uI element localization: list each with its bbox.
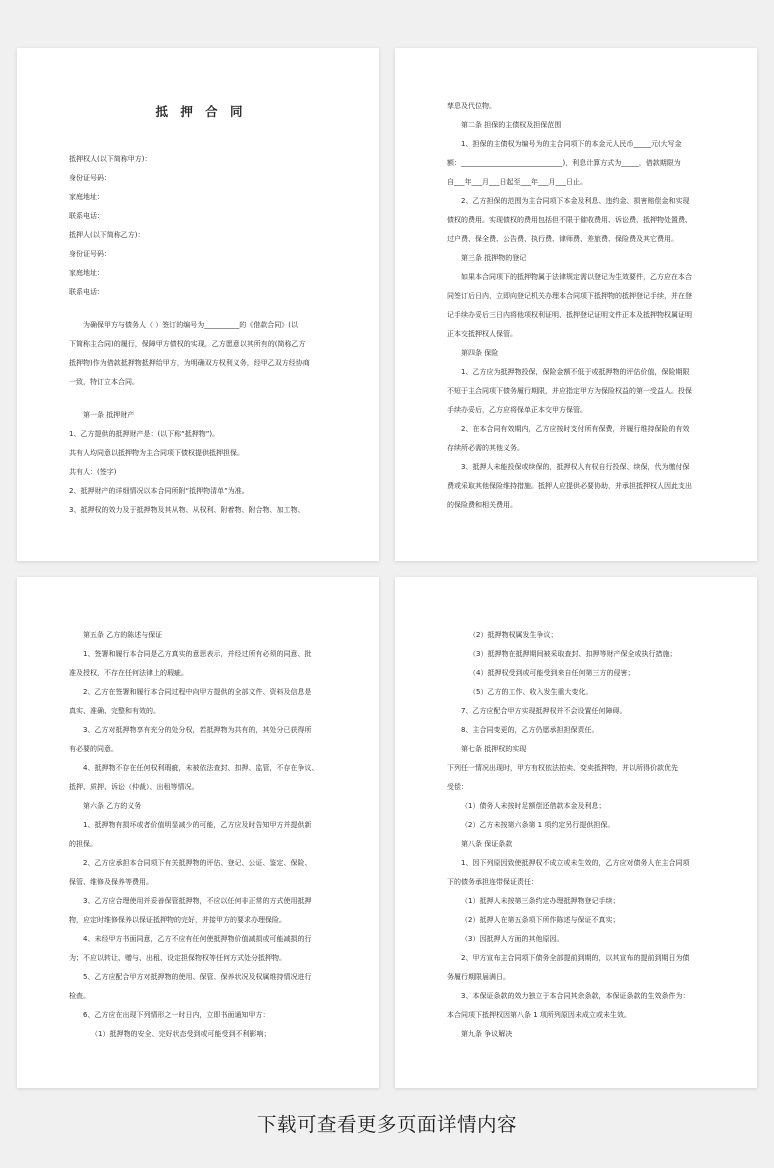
text-line: 2、乙方在签署和履行本合同过程中向甲方提供的全部文件、资料及信息是	[83, 688, 312, 696]
text-line: 下简称主合同)的履行，保障甲方债权的实现，乙方愿意以其所有的(简称乙方	[69, 340, 306, 348]
text-line: 正本交抵押权人保管。	[447, 330, 517, 338]
text-line: 家庭地址：	[69, 269, 104, 277]
list-item: （3）抵押物在抵押期间被采取查封、扣押等财产保全或执行措施；	[469, 650, 677, 658]
text-line: 抵押物)作为借款抵押物抵押给甲方，为明确双方权利义务，经甲乙双方经协商	[69, 359, 310, 367]
text-line: 务履行期限届满日。	[447, 973, 510, 981]
list-item: （1）抵押人未按第三条约定办理抵押物登记手续；	[461, 897, 620, 905]
text-line: 下列任一情况出现时，甲方有权依法拍卖、变卖抵押物，并以所得价款优先	[447, 764, 678, 772]
spacer	[69, 392, 333, 406]
text-line: 共有人均同意以抵押物为主合同项下债权提供抵押担保。	[69, 449, 244, 457]
text-line: 抵押人(以下简称乙方)：	[69, 231, 145, 239]
list-item: （2）抵押人在第五条项下所作陈述与保证不真实；	[461, 916, 620, 924]
text-line: 如果本合同项下的抵押物属于法律规定需以登记为生效要件，乙方应在本合	[461, 273, 692, 281]
text-line: 身份证号码：	[69, 250, 111, 258]
page-1-content	[69, 102, 333, 520]
text-line: 2、抵押财产的详细情况以本合同所附“抵押物清单”为准。	[69, 487, 249, 495]
page-3-content	[69, 626, 333, 1044]
text-line: 孳息及代位物。	[447, 102, 496, 110]
text-line: 3、乙方对抵押物享有充分的处分权，若抵押物为共有的，其处分已获得所	[83, 726, 312, 734]
text-line: 记手续办妥后三日内将他项权利证明、抵押登记证明文件正本及抵押物权属证明	[447, 311, 692, 319]
text-line: 3、本保证条款的效力独立于本合同其余条款，本保证条款的生效条件为：	[461, 992, 690, 1000]
text-line: 不短于主合同项下债务履行期限，并应指定甲方为保险权益的第一受益人。投保	[447, 387, 692, 395]
text-line: 真实、准确、完整和有效的。	[69, 707, 160, 715]
page-4-content	[447, 626, 711, 1044]
text-line: 为；不应以转让、赠与、出租、设定担保物权等任何方式处分抵押物。	[69, 954, 286, 962]
text-line: 6、乙方应在出现下列情形之一时日内，立即书面通知甲方：	[83, 1011, 270, 1019]
text-line: 过户费、保全费、公告费、执行费、律师费、差旅费、保险费及其它费用。	[447, 235, 678, 243]
text-line: 联系电话：	[69, 212, 104, 220]
text-line: 3、抵押人未能投保或续保的，抵押权人有权自行投保、续保，代为缴付保	[461, 463, 690, 471]
section-heading: 第五条 乙方的陈述与保证	[83, 631, 163, 639]
text-line: 共有人：(签字)	[69, 468, 117, 476]
text-line: 检查。	[69, 992, 90, 1000]
text-line: 受偿：	[447, 783, 468, 791]
text-line: 2、乙方担保的范围为主合同项下本金及利息、违约金、损害赔偿金和实现	[461, 197, 690, 205]
section-heading: 第二条 担保的主债权及担保范围	[461, 121, 562, 129]
text-line: 2、乙方应承担本合同项下有关抵押物的评估、登记、公证、鉴定、保险、	[83, 859, 312, 867]
text-line: 额：_____________________________)，利息计算方式为_____，借款期限为	[447, 159, 681, 167]
section-heading: 第八条 保证条款	[461, 840, 513, 848]
text-line: 存续所必需的其他义务。	[447, 444, 524, 452]
text-line: 1、乙方提供的抵押财产是：(以下称“抵押物”)。	[69, 430, 220, 438]
text-line: 1、抵押物有损坏或者价值明显减少的可能，乙方应及时告知甲方并提供新	[83, 821, 312, 829]
text-line: 7、乙方应配合甲方实现抵押权并不会设置任何障碍。	[461, 707, 627, 715]
text-line: 费或采取其他保险维持措施。抵押人应提供必要协助，并承担抵押权人因此支出	[447, 482, 692, 490]
text-line: 5、乙方应配合甲方对抵押物的使用、保管、保养状况及权属维持情况进行	[83, 973, 312, 981]
section-heading: 第三条 抵押物的登记	[461, 254, 527, 262]
text-line: 2、甲方宣布主合同项下债务全部提前到期的，以其宣布的提前到期日为债	[461, 954, 690, 962]
text-line: 物，应定时维修保养以保证抵押物的完好，并接甲方的要求办理保险。	[69, 916, 286, 924]
document-page-2	[395, 48, 757, 561]
text-line: 4、未经甲方书面同意，乙方不应有任何使抵押物价值减损或可能减损的行	[83, 935, 312, 943]
text-line: 的保险费和相关费用。	[447, 501, 517, 509]
text-line: 抵押权人(以下简称甲方)：	[69, 155, 152, 163]
section-heading: 第九条 争议解决	[461, 1030, 513, 1038]
text-line: 准及授权，不存在任何法律上的瑕疵。	[69, 669, 188, 677]
text-line: 保管、维修及保养等费用。	[69, 878, 153, 886]
document-page-1	[17, 48, 379, 561]
list-item: （2）抵押物权属发生争议；	[469, 631, 558, 639]
spacer	[69, 302, 333, 316]
text-line: 1、乙方应为抵押物投保，保险金额不低于或抵押物的评估价值，保险期限	[461, 368, 690, 376]
text-line: 的担保。	[69, 840, 97, 848]
page-2-content	[447, 97, 711, 515]
text-line: 一致，特订立本合同。	[69, 378, 139, 386]
text-line: 本合同项下抵押权因第八条 1 项所列原因未成立或未生效。	[447, 1011, 631, 1019]
text-line: 4、抵押物不存在任何权利瑕疵，未被依法查封、扣押、监管，不存在争议、	[83, 764, 319, 772]
text-line: 1、因下列原因致使抵押权不成立或未生效的，乙方应对债务人在主合同项	[461, 859, 690, 867]
download-more-caption: 下载可查看更多页面详情内容	[256, 1113, 517, 1136]
section-heading: 第一条 抵押财产	[83, 411, 135, 419]
text-line: 3、乙方应合理使用并妥善保管抵押物，不应以任何非正常的方式使用抵押	[83, 897, 312, 905]
text-line: 债权的费用。实现债权的费用包括但不限于催收费用、诉讼费、抵押物处置费、	[447, 216, 692, 224]
text-line: 手续办妥后，乙方应将保单正本交甲方保管。	[447, 406, 587, 414]
document-page-4	[395, 577, 757, 1088]
list-item: （4）抵押权受到或可能受到来自任何第三方的侵害；	[469, 669, 635, 677]
section-heading: 第六条 乙方的义务	[83, 802, 142, 810]
text-line: 同签订后日内，立即向登记机关办理本合同项下抵押物的抵押登记手续，并在登	[447, 292, 692, 300]
text-line: 联系电话：	[69, 288, 104, 296]
document-page-3	[17, 577, 379, 1088]
text-line: 身份证号码：	[69, 174, 111, 182]
text-line: （1）抵押物的安全、完好状态受到或可能受到不利影响；	[91, 1030, 271, 1038]
section-heading: 第七条 抵押权的实现	[461, 745, 527, 753]
text-line: 自___年___月___日起至___年___月___日止。	[447, 178, 587, 186]
text-line: 8、主合同变更的，乙方仍愿承担担保责任。	[461, 726, 599, 734]
text-line: 3、抵押权的效力及于抵押物及其从物、从权利、附着物、附合物、加工物、	[69, 506, 305, 514]
text-line: 家庭地址：	[69, 193, 104, 201]
text-line: 抵押、质押、诉讼（仲裁）、出租等情况。	[69, 783, 199, 791]
text-line: 有必要的同意。	[69, 745, 118, 753]
text-line: 2、在本合同有效期内，乙方应按时支付所有保费，并履行维持保险的有效	[461, 425, 690, 433]
text-line: 1、担保的主债权为编号为的主合同项下的本金元人民币_____元(大写金	[461, 140, 682, 148]
list-item: （3）因抵押人方面的其他原因。	[461, 935, 564, 943]
list-item: （5）乙方的工作、收入发生重大变化。	[469, 688, 593, 696]
document-title: 抵 押 合 同	[155, 104, 247, 119]
list-item: （2）乙方未按第六条第 1 项约定另行提供担保。	[461, 821, 615, 829]
section-heading: 第四条 保险	[461, 349, 499, 357]
text-line: 1、签署和履行本合同是乙方真实的意思表示，并经过所有必须的同意、批	[83, 650, 312, 658]
list-item: （1）债务人未按时足额偿还借款本金及利息；	[461, 802, 606, 810]
text-line: 为确保甲方与债务人（ ）签订的编号为__________的《借款合同》(以	[83, 321, 298, 329]
text-line: 下的债务承担连带保证责任：	[447, 878, 538, 886]
